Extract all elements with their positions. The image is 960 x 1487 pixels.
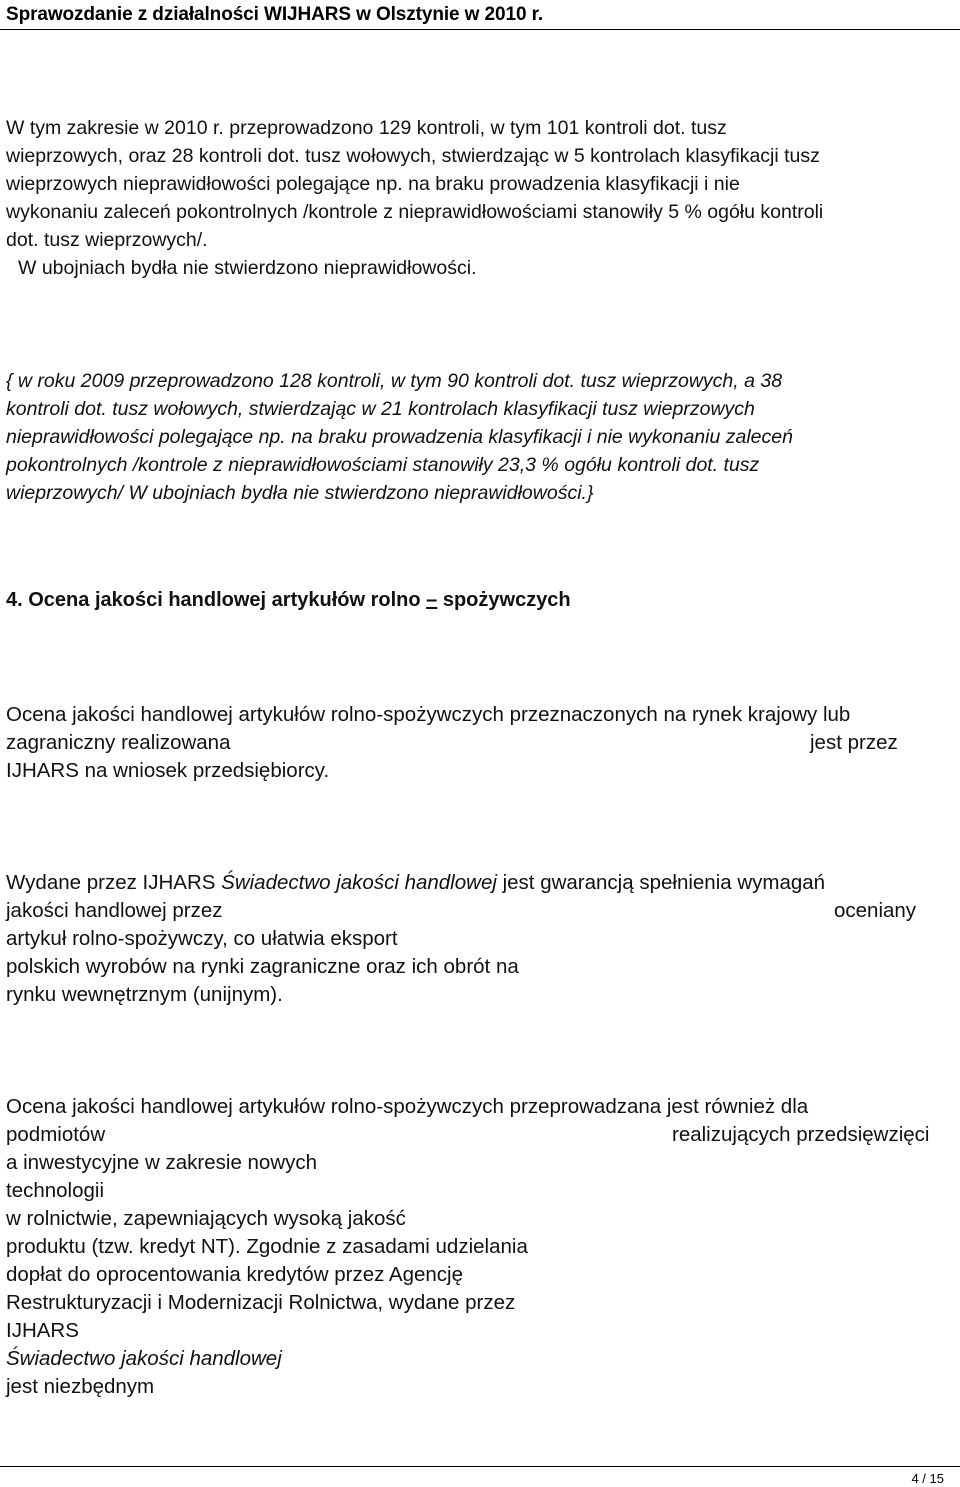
text-line: nieprawidłowości polegające np. na braku prowadzenia klasyfikacji i nie wykonaniu zaleceń <box>6 426 793 448</box>
section-title-part: Ocena jakości handlowej artykułów rolno <box>28 589 421 611</box>
text-line: wykonaniu zaleceń pokontrolnych /kontrole z nieprawidłowościami stanowiły 5 % ogółu kontroli <box>6 201 824 223</box>
text-line: a inwestycyjne w zakresie nowych <box>6 1151 318 1174</box>
text-line: artykuł rolno-spożywczy, co ułatwia eksport <box>6 927 398 950</box>
text-line: produktu (tzw. kredyt NT). Zgodnie z zasadami udzielania <box>6 1235 528 1258</box>
text-line: polskich wyrobów na rynki zagraniczne oraz ich obrót na <box>6 955 519 978</box>
text-line: kontroli dot. tusz wołowych, stwierdzając w 21 kontrolach klasyfikacji tusz wieprzowych <box>6 398 755 420</box>
paragraph-inspections-2009 <box>6 367 954 507</box>
text-left: jakości handlowej przez <box>6 899 223 922</box>
text-segment: Wydane przez IJHARS <box>6 871 222 894</box>
text-line: IJHARS na wniosek przedsiębiorcy. <box>6 759 330 782</box>
text-line: rynku wewnętrznym (unijnym). <box>6 983 283 1006</box>
text-line: Ocena jakości handlowej artykułów rolno-spożywczych przeprowadzana jest również dla <box>6 1095 809 1118</box>
text-segment: jest gwarancją spełnienia wymagań <box>496 871 826 894</box>
certificate-name: Świadectwo jakości handlowej <box>221 871 497 894</box>
text-line <box>6 729 954 757</box>
text-line <box>6 869 954 897</box>
section-title-part: spożywczych <box>442 589 571 611</box>
text-left: zagraniczny realizowana <box>6 731 231 754</box>
text-line: { w roku 2009 przeprowadzono 128 kontroli, w tym 90 kontroli dot. tusz wieprzowych, a 38 <box>6 370 783 392</box>
text-line: pokontrolnych /kontrole z nieprawidłowościami stanowiły 23,3 % ogółu kontroli dot. tusz <box>6 454 760 476</box>
text-line: dopłat do oprocentowania kredytów przez Agencję <box>6 1263 463 1286</box>
text-line: w rolnictwie, zapewniających wysoką jakość <box>6 1207 406 1230</box>
text-line: wieprzowych/ W ubojniach bydła nie stwierdzono nieprawidłowości.} <box>6 482 594 504</box>
text-line: wieprzowych, oraz 28 kontroli dot. tusz wołowych, stwierdzając w 5 kontrolach klasyfikacji tusz <box>6 145 820 167</box>
text-line: Ocena jakości handlowej artykułów rolno-spożywczych przeznaczonych na rynek krajowy lub <box>6 703 851 726</box>
text-line: technologii <box>6 1179 105 1202</box>
paragraph-investment-entities <box>6 1093 954 1401</box>
text-left: podmiotów <box>6 1123 106 1146</box>
paragraph-inspections-2010 <box>6 114 954 282</box>
section-number: 4. <box>6 589 23 611</box>
text-line <box>6 897 954 925</box>
text-line: Restrukturyzacji i Modernizacji Rolnictwa, wydane przez <box>6 1291 516 1314</box>
text-line: wieprzowych nieprawidłowości polegające np. na braku prowadzenia klasyfikacji i nie <box>6 173 740 195</box>
page-number: 4 / 15 <box>911 1471 944 1486</box>
text-right: oceniany <box>834 899 917 922</box>
paragraph-certificate <box>6 869 954 1009</box>
text-line: W tym zakresie w 2010 r. przeprowadzono 129 kontroli, w tym 101 kontroli dot. tusz <box>6 117 727 139</box>
text-line: W ubojniach bydła nie stwierdzono nieprawidłowości. <box>18 257 477 279</box>
page-header <box>0 0 960 30</box>
text-line: jest niezbędnym <box>6 1375 155 1398</box>
certificate-name: Świadectwo jakości handlowej <box>6 1347 282 1370</box>
section-title-dash: – <box>426 589 438 611</box>
text-right: realizujących przedsięwzięci <box>672 1123 930 1146</box>
document-title: Sprawozdanie z działalności WIJHARS w Olsztynie w 2010 r. <box>6 4 544 25</box>
text-right: jest przez <box>810 731 898 754</box>
paragraph-quality-assessment <box>6 701 954 785</box>
text-line <box>6 1121 954 1149</box>
footer-divider <box>0 1466 960 1467</box>
section-heading <box>6 589 571 612</box>
text-line: dot. tusz wieprzowych/. <box>6 229 208 251</box>
header-divider <box>0 29 960 30</box>
text-line: IJHARS <box>6 1319 79 1342</box>
